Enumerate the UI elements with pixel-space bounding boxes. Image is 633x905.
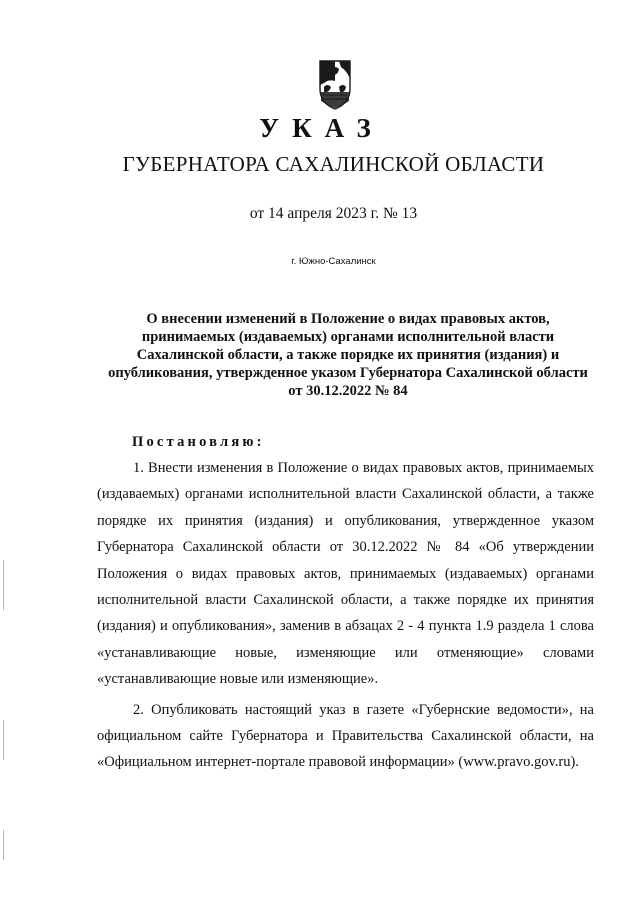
heading-line: О внесении изменений в Положение о видах правовых актов, [146, 311, 550, 327]
decree-word: Постановляю: [132, 434, 265, 450]
date-and-number: от 14 апреля 2023 г. № 13 [249, 205, 418, 222]
scan-margin-mark [3, 720, 4, 760]
paragraph-1: 1. Внести изменения в Положение о видах правовых актов, принимаемых (издаваемых) органами исполнительной власти Сахалинской области, а также порядке их принятия (издания) и опубликования, утвержденное указом Губернатора Сахалинской области от 30.12.2022 № 84 «Об утверждении Положения о видах правовых актов, принимаемых (издаваемых) органами исполнительной власти Сахалинской области, а также порядке их принятия (издания) и опубликования», заменив в абзацах 2 - 4 пункта 1.9 раздела 1 слова «устанавливающие новые, изменяющие или отменяющие» словами «устанавливающие новые или изменяющие». [97, 460, 594, 688]
heading-line: принимаемых (издаваемых) органами исполнительной власти [141, 329, 555, 345]
heading-line: опубликования, утвержденное указом Губернатора Сахалинской области [108, 365, 588, 381]
city-name: г. Южно-Сахалинск [291, 256, 376, 267]
heading-line: Сахалинской области, а также порядке их принятия (издания) и [136, 347, 560, 363]
coat-of-arms-emblem [317, 59, 353, 111]
scan-margin-mark [3, 830, 4, 860]
paragraph-2: 2. Опубликовать настоящий указ в газете «Губернские ведомости», на официальном сайте Губернатора и Правительства Сахалинской области, на «Официальном интернет-портале правовой информации» (www.pravo.gov.ru). [97, 701, 594, 771]
heading-line: от 30.12.2022 № 84 [288, 383, 408, 399]
document-type-title: УКАЗ [259, 113, 384, 143]
scan-margin-mark [3, 560, 4, 610]
decree-body [97, 455, 594, 776]
decree-heading [100, 310, 596, 400]
issuer-title: ГУБЕРНАТОРА САХАЛИНСКОЙ ОБЛАСТИ [122, 152, 545, 176]
